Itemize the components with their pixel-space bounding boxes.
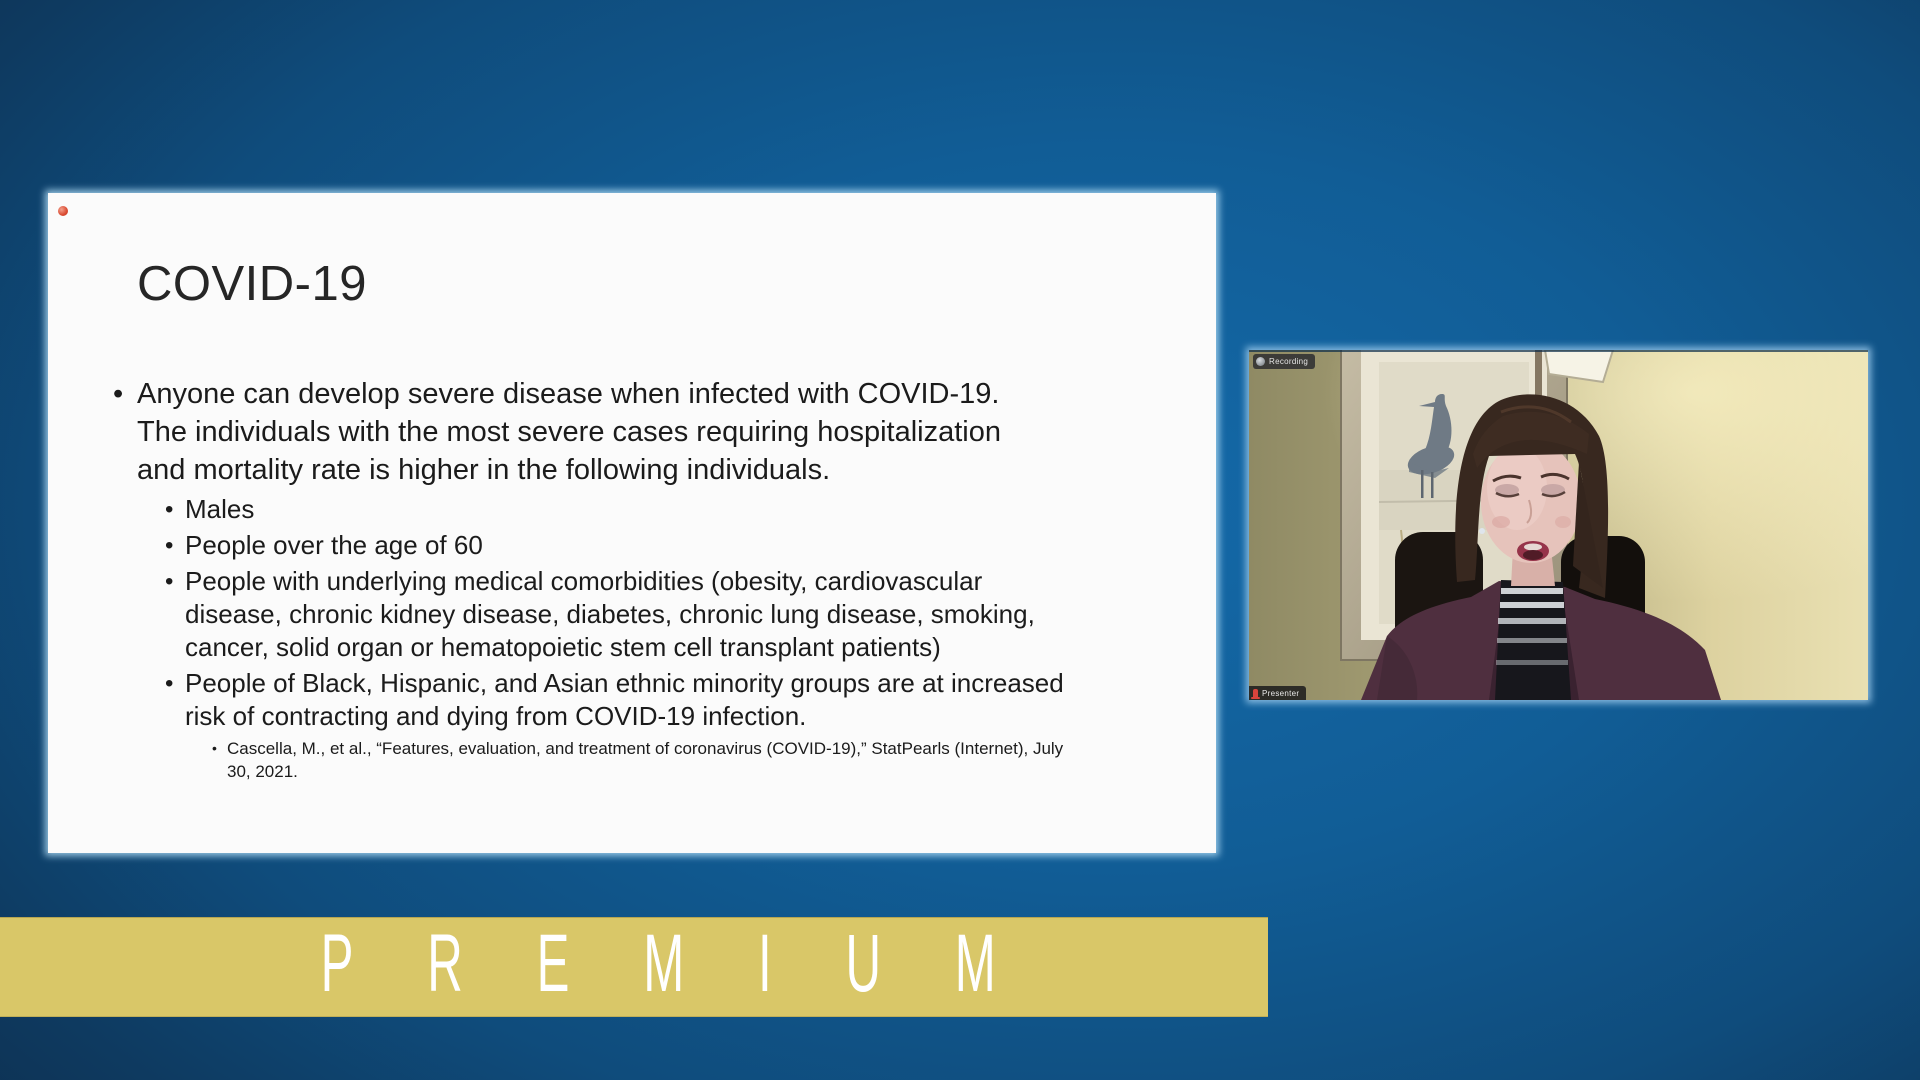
bullet-line: • People of Black, Hispanic, and Asian ethnic minority groups are at increased — [185, 668, 1064, 698]
mic-muted-icon — [1253, 689, 1258, 697]
citation-item — [227, 737, 1147, 783]
bullet-line: disease, chronic kidney disease, diabetes, chronic lung disease, smoking, — [185, 599, 1035, 629]
bullet-line: and mortality rate is higher in the following individuals. — [137, 454, 831, 486]
premium-banner — [0, 917, 1268, 1017]
bullet-item-age — [185, 529, 1147, 562]
presentation-slide — [48, 193, 1216, 853]
citation-line: • Cascella, M., et al., “Features, evaluation, and treatment of coronavirus (COVID-19),” StatPearls (Internet), July — [227, 739, 1064, 758]
citation-line: 30, 2021. — [227, 762, 298, 781]
recording-dot-icon — [1256, 357, 1265, 366]
bullet-line: • People over the age of 60 — [185, 530, 483, 560]
laser-pointer-dot-icon — [58, 206, 68, 216]
participant-name-text: Presenter — [1262, 688, 1300, 698]
bullet-line: • People with underlying medical comorbidities (obesity, cardiovascular — [185, 566, 983, 596]
participant-name-label — [1249, 686, 1306, 700]
bullet-list-level3 — [227, 737, 1147, 783]
bullet-item-males — [185, 493, 1147, 526]
bullet-item-comorbidities — [185, 565, 1147, 664]
premium-banner-label: PREMIUM — [321, 918, 1070, 1009]
recording-indicator-label: Recording — [1269, 357, 1309, 366]
bullet-line: risk of contracting and dying from COVID-19 infection. — [185, 701, 807, 731]
bullet-item-ethnic-groups — [185, 667, 1147, 783]
slide-title: COVID-19 — [137, 257, 368, 311]
bullet-line: The individuals with the most severe cases requiring hospitalization — [137, 416, 1001, 448]
slide-body — [137, 375, 1147, 786]
bullet-line: • Anyone can develop severe disease when infected with COVID-19. — [137, 378, 1000, 410]
bullet-list-level1 — [137, 375, 1147, 783]
bullet-line: • Males — [185, 494, 255, 524]
bullet-item-main — [137, 375, 1147, 783]
recording-indicator — [1253, 354, 1315, 369]
bullet-line: cancer, solid organ or hematopoietic stem cell transplant patients) — [185, 632, 941, 662]
striped-turtleneck — [1495, 580, 1571, 700]
webcam-scene — [1249, 350, 1868, 700]
webcam-video-tile — [1249, 350, 1868, 700]
bullet-list-level2 — [185, 493, 1147, 783]
